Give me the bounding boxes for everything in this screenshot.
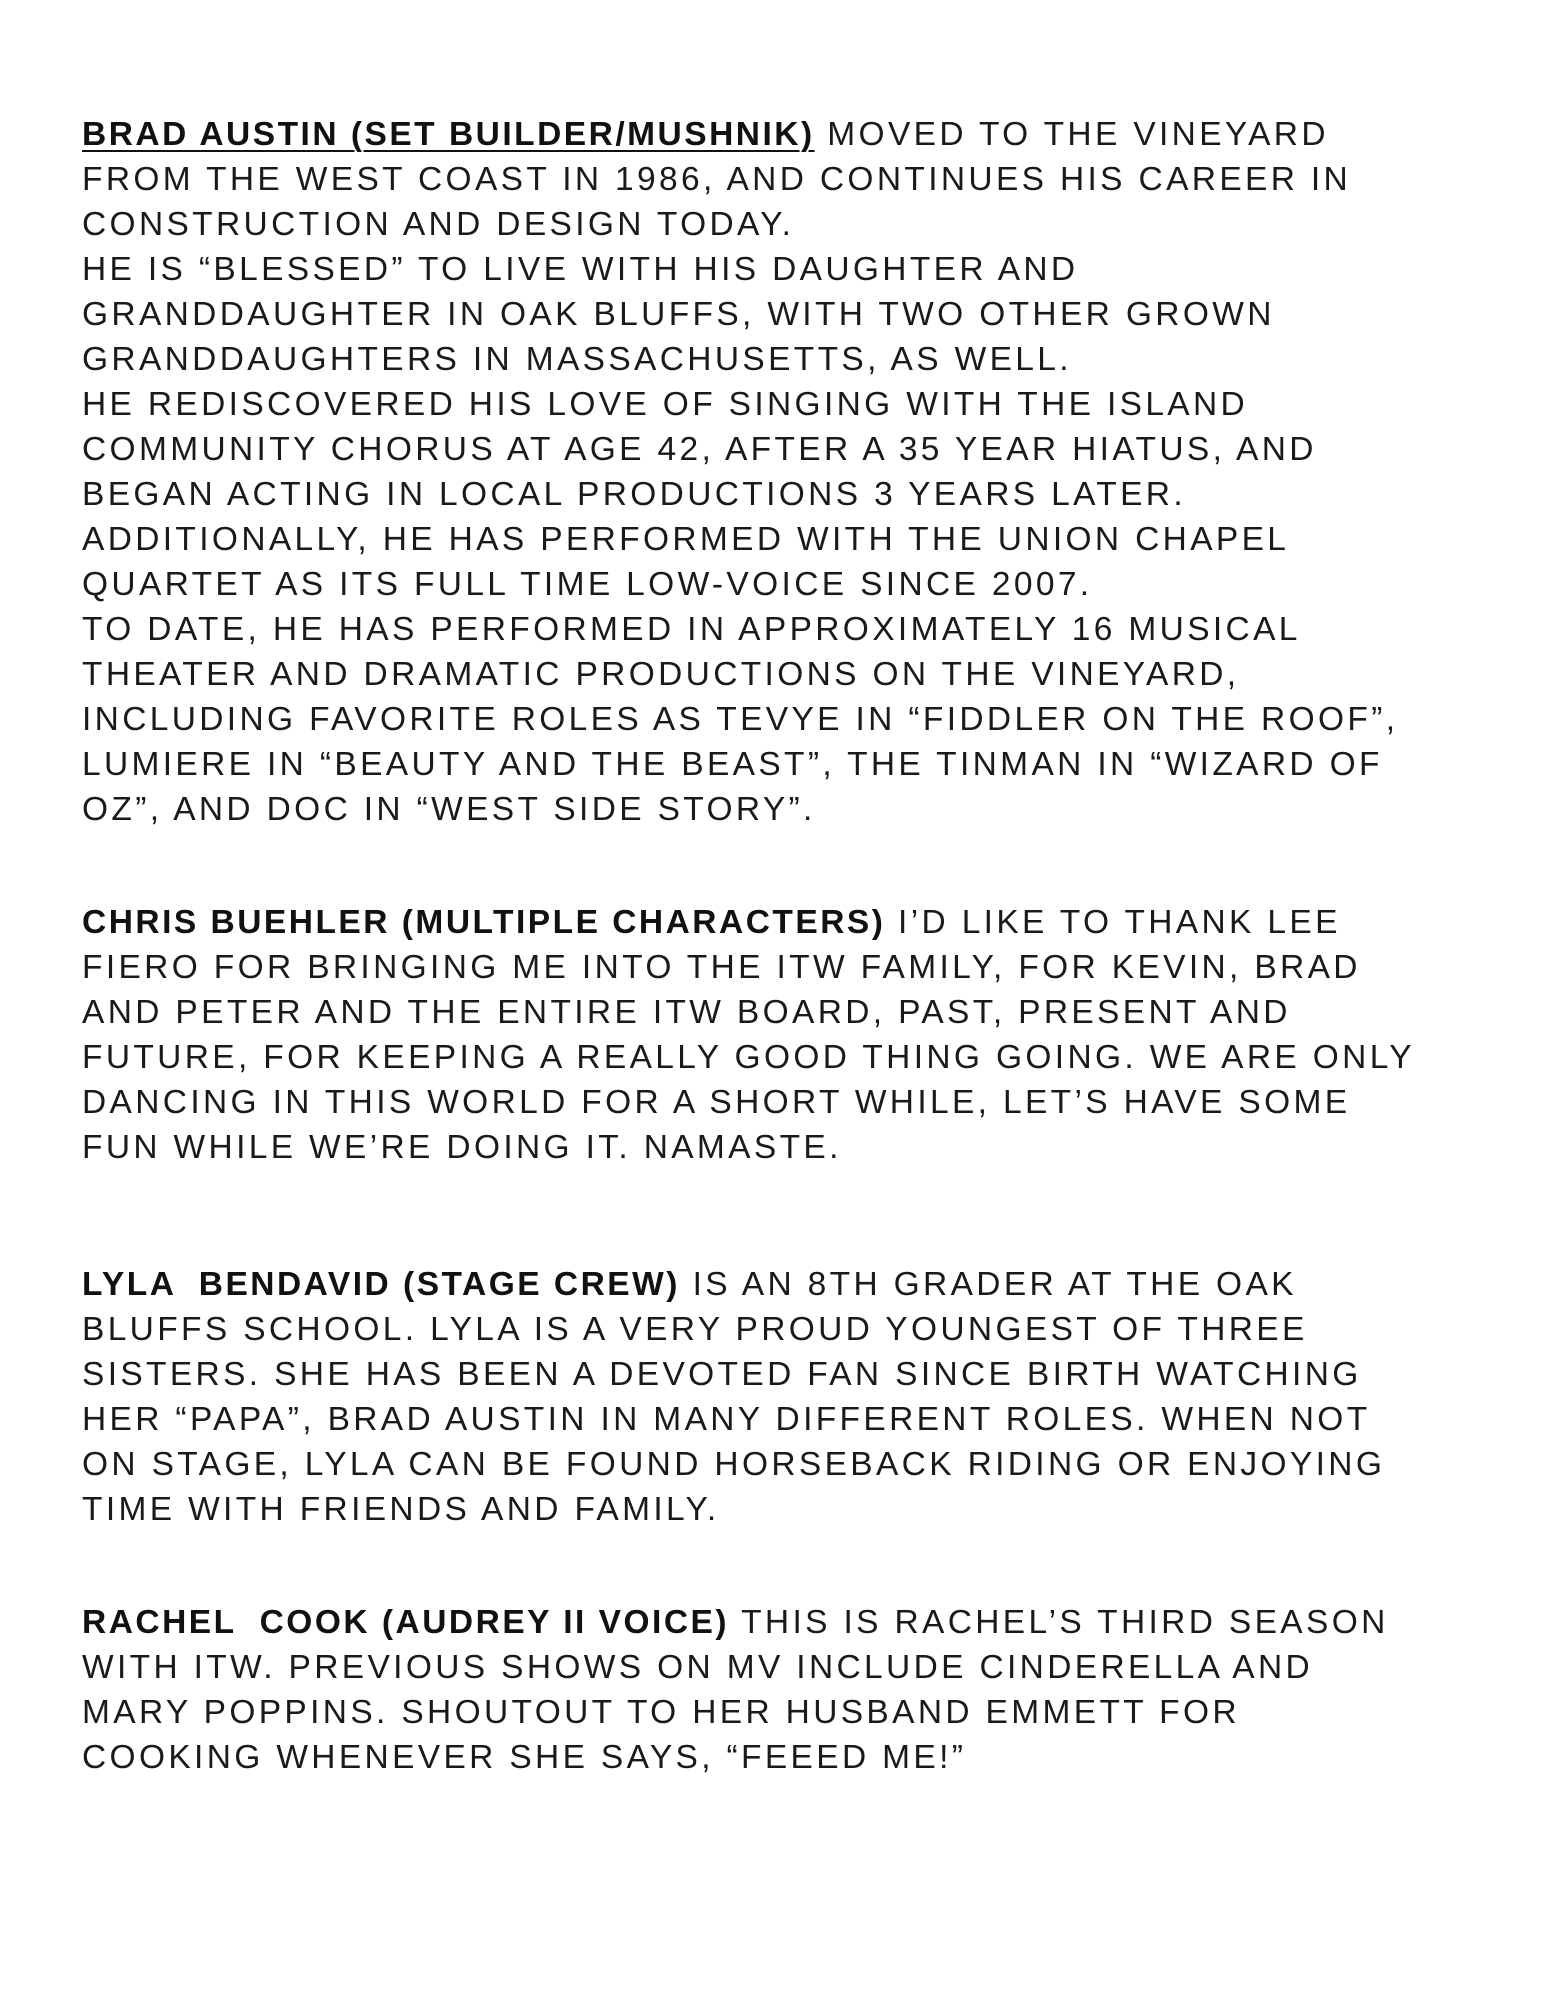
- bio-line: QUARTET AS ITS FULL TIME LOW-VOICE SINCE 2007.: [82, 566, 1093, 603]
- bio-line: THEATER AND DRAMATIC PRODUCTIONS ON THE VINEYARD,: [82, 656, 1240, 693]
- section-spacer: [82, 832, 1482, 900]
- bio-line: COOKING WHENEVER SHE SAYS, “FEEED ME!”: [82, 1739, 967, 1776]
- bio-line: [82, 1262, 1482, 1307]
- bio-name: RACHEL COOK (AUDREY II VOICE): [82, 1604, 730, 1641]
- bio-line: TO DATE, HE HAS PERFORMED IN APPROXIMATELY 16 MUSICAL: [82, 611, 1301, 648]
- bio-lyla-bendavid: [82, 1262, 1482, 1532]
- bio-line: [82, 112, 1482, 157]
- bio-text: I’D LIKE TO THANK LEE: [885, 904, 1341, 941]
- bio-line: TIME WITH FRIENDS AND FAMILY.: [82, 1491, 720, 1528]
- bio-line: BEGAN ACTING IN LOCAL PRODUCTIONS 3 YEARS LATER.: [82, 476, 1186, 513]
- bio-line: GRANDDAUGHTERS IN MASSACHUSETTS, AS WELL.: [82, 341, 1072, 378]
- bio-line: FIERO FOR BRINGING ME INTO THE ITW FAMILY, FOR KEVIN, BRAD: [82, 949, 1361, 986]
- bio-line: HER “PAPA”, BRAD AUSTIN IN MANY DIFFERENT ROLES. WHEN NOT: [82, 1401, 1371, 1438]
- bio-name: CHRIS BUEHLER (MULTIPLE CHARACTERS): [82, 904, 886, 941]
- section-spacer: [82, 1170, 1482, 1262]
- bio-line: FROM THE WEST COAST IN 1986, AND CONTINUES HIS CAREER IN: [82, 161, 1352, 198]
- bio-chris-buehler: [82, 900, 1482, 1170]
- bio-line: WITH ITW. PREVIOUS SHOWS ON MV INCLUDE CINDERELLA AND: [82, 1649, 1314, 1686]
- section-spacer: [82, 1532, 1482, 1600]
- bio-page: [82, 112, 1482, 1780]
- bio-line: DANCING IN THIS WORLD FOR A SHORT WHILE, LET’S HAVE SOME: [82, 1084, 1351, 1121]
- bio-line: FUTURE, FOR KEEPING A REALLY GOOD THING GOING. WE ARE ONLY: [82, 1039, 1415, 1076]
- bio-rachel-cook: [82, 1600, 1482, 1780]
- bio-line: BLUFFS SCHOOL. LYLA IS A VERY PROUD YOUNGEST OF THREE: [82, 1311, 1308, 1348]
- bio-line: HE IS “BLESSED” TO LIVE WITH HIS DAUGHTER AND: [82, 251, 1079, 288]
- bio-line: HE REDISCOVERED HIS LOVE OF SINGING WITH THE ISLAND: [82, 386, 1249, 423]
- bio-line: AND PETER AND THE ENTIRE ITW BOARD, PAST, PRESENT AND: [82, 994, 1291, 1031]
- bio-line: ON STAGE, LYLA CAN BE FOUND HORSEBACK RIDING OR ENJOYING: [82, 1446, 1386, 1483]
- bio-line: FUN WHILE WE’RE DOING IT. NAMASTE.: [82, 1129, 842, 1166]
- bio-text: MOVED TO THE VINEYARD: [814, 116, 1329, 153]
- bio-line: ADDITIONALLY, HE HAS PERFORMED WITH THE UNION CHAPEL: [82, 521, 1290, 558]
- bio-line: CONSTRUCTION AND DESIGN TODAY.: [82, 206, 795, 243]
- bio-line: [82, 900, 1482, 945]
- bio-name: LYLA BENDAVID (STAGE CREW): [82, 1266, 680, 1303]
- bio-name: BRAD AUSTIN (SET BUILDER/MUSHNIK): [82, 116, 815, 153]
- bio-brad-austin: [82, 112, 1482, 832]
- bio-text: THIS IS RACHEL’S THIRD SEASON: [729, 1604, 1389, 1641]
- bio-line: MARY POPPINS. SHOUTOUT TO HER HUSBAND EMMETT FOR: [82, 1694, 1240, 1731]
- bio-line: INCLUDING FAVORITE ROLES AS TEVYE IN “FIDDLER ON THE ROOF”,: [82, 701, 1399, 738]
- bio-text: IS AN 8TH GRADER AT THE OAK: [679, 1266, 1297, 1303]
- bio-line: GRANDDAUGHTER IN OAK BLUFFS, WITH TWO OTHER GROWN: [82, 296, 1275, 333]
- bio-line: [82, 1600, 1482, 1645]
- bio-line: SISTERS. SHE HAS BEEN A DEVOTED FAN SINCE BIRTH WATCHING: [82, 1356, 1362, 1393]
- bio-line: LUMIERE IN “BEAUTY AND THE BEAST”, THE TINMAN IN “WIZARD OF: [82, 746, 1383, 783]
- bio-line: COMMUNITY CHORUS AT AGE 42, AFTER A 35 YEAR HIATUS, AND: [82, 431, 1317, 468]
- bio-line: OZ”, AND DOC IN “WEST SIDE STORY”.: [82, 791, 816, 828]
